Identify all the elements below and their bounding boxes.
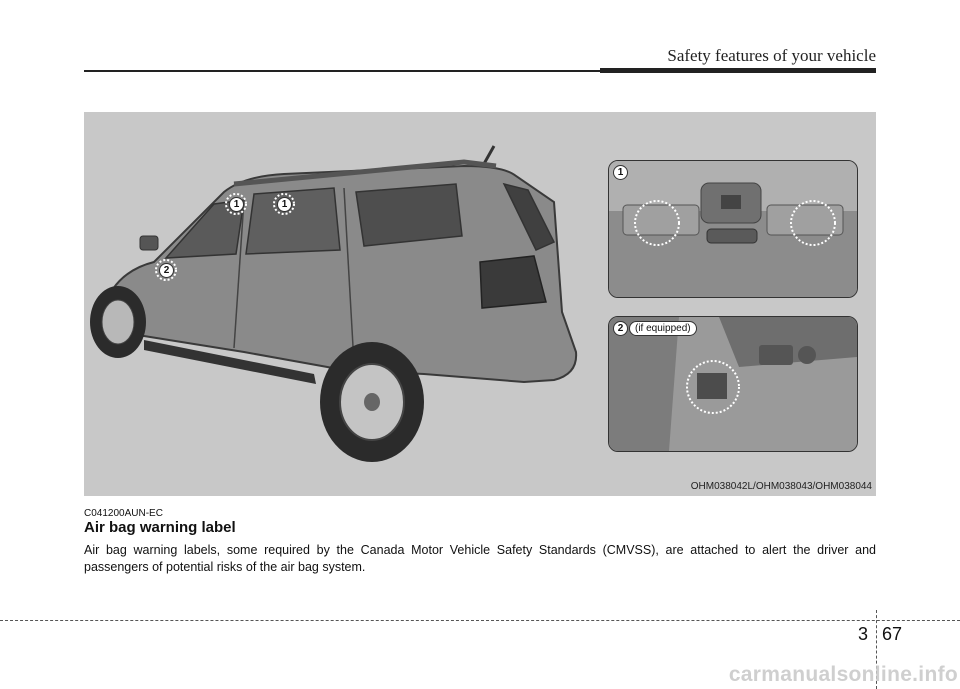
inset-2-number: 2 [613, 321, 628, 336]
section-code: C041200AUN-EC [84, 508, 163, 519]
callout-1-rear: 1 [277, 197, 292, 212]
sun-visor-illustration [609, 161, 857, 297]
running-header: Safety features of your vehicle [667, 46, 876, 65]
figure-caption: OHM038042L/OHM038043/OHM038044 [690, 481, 872, 492]
chapter-number: 3 [858, 624, 869, 644]
callout-1-front: 1 [229, 197, 244, 212]
section-title: Air bag warning label [84, 519, 236, 536]
body-paragraph: Air bag warning labels, some required by the Canada Motor Vehicle Safety Standards (CMVSS), are attached to alert the driver and passengers of potential risks of the air bag system. [84, 543, 876, 574]
inset-1-number: 1 [613, 165, 628, 180]
callout-2: 2 [159, 263, 174, 278]
dashboard-side-illustration [609, 317, 857, 451]
inset-dashboard-side [608, 316, 858, 452]
watermark: carmanualsonline.info [728, 663, 958, 686]
footer-rule [0, 620, 960, 621]
header-rule-accent [600, 68, 876, 73]
suv-illustration [84, 112, 604, 496]
if-equipped-note: (if equipped) [629, 321, 697, 336]
airbag-label-figure [84, 112, 876, 496]
inset-sun-visor [608, 160, 858, 298]
page-number: 67 [882, 624, 903, 644]
